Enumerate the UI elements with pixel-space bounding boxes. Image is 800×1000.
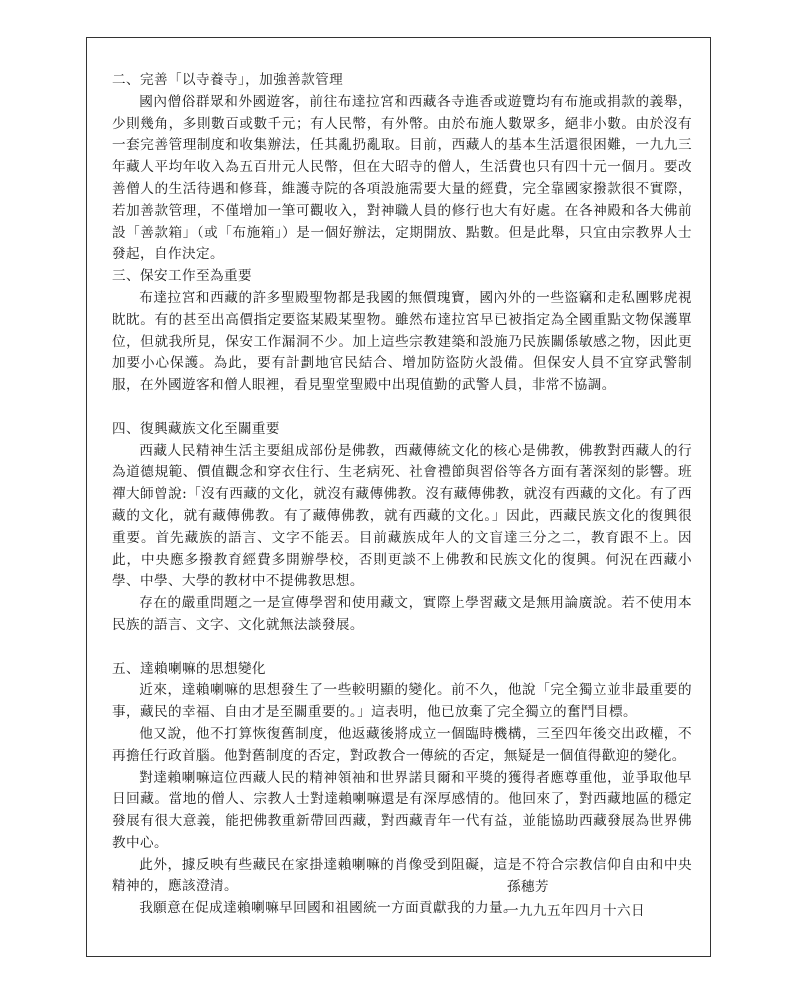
paragraph: 國內僧俗群眾和外國遊客，前往布達拉宮和西藏各寺進香或遊覽均有布施或捐款的義舉，少則幾角，多則數百或數千元；有人民幣，有外幣。由於布施人數眾多，絕非小數。由於沒有一套完善管理制度和收集辦法，任其亂扔亂取。目前，西藏人的基本生活還很困難，一九九三年藏人平均年收入為五百卅元人民幣，但在大昭寺的僧人，生活費也只有四十元一個月。要改善僧人的生活待遇和修葺，維護寺院的各項設施需要大量的經費，完全靠國家撥款很不實際，若加善款管理，不僅增加一筆可觀收入，對神職人員的修行也大有好處。在各神殿和各大佛前設「善款箱」（或「布施箱」）是一個好辦法，定期開放、點數。但是此舉，只宜由宗教界人士發起，自作決定。 [112, 93, 692, 263]
section-heading: 四、復興藏族文化至關重要 [112, 420, 280, 437]
signature-name: 孫穗芳 [507, 879, 549, 895]
signature-date: 一九九五年四月十六日 [505, 903, 645, 919]
paragraph: 他又說，他不打算恢復舊制度，他返藏後將成立一個臨時機構，三至四年後交出政權，不再擔任行政首腦。他對舊制度的否定，對政教合一傳統的否定，無疑是一個值得歡迎的變化。 [112, 725, 692, 764]
paragraph: 近來，達賴喇嘛的思想發生了一些較明顯的變化。前不久，他說「完全獨立並非最重要的事，藏民的幸福、自由才是至關重要的。」這表明，他已放棄了完全獨立的奮鬥目標。 [112, 682, 692, 721]
paragraph: 布達拉宮和西藏的許多聖殿聖物都是我國的無價瑰寶，國內外的一些盜竊和走私團夥虎視眈眈。有的甚至出高價指定要盜某殿某聖物。雖然布達拉宮早已被指定為全國重點文物保護單位，但就我所見，保安工作漏洞不少。加上這些宗教建築和設施乃民族關係敏感之物，因此更加要小心保護。為此，要有計劃地官民結合、增加防盜防火設備。但保安人員不宜穿武警制服，在外國遊客和僧人眼裡，看見聖堂聖殿中出現值勤的武警人員，非常不協調。 [112, 289, 692, 394]
letter-body [112, 70, 692, 920]
paragraph: 我願意在促成達賴喇嘛早回國和祖國統一方面貢獻我的力量。 [139, 900, 518, 917]
section-spacer [112, 637, 692, 659]
paragraph: 此外，據反映有些藏民在家掛達賴喇嘛的肖像受到阻礙，這是不符合宗教信仰自由和中央精神的，應該澄清。 [112, 856, 692, 895]
section-heading: 二、完善「以寺養寺」，加強善款管理 [112, 72, 344, 88]
section-heading: 三、保安工作至為重要 [112, 268, 252, 285]
section-heading: 五、達賴喇嘛的思想變化 [112, 660, 266, 677]
signature-block [505, 876, 645, 922]
section-culture [112, 419, 692, 637]
paragraph: 存在的嚴重問題之一是宣傳學習和使用藏文，實際上學習藏文是無用論廣說。若不使用本民族的語言、文字、文化就無法談發展。 [112, 595, 692, 633]
section-security [112, 266, 692, 397]
paragraph: 對達賴喇嘛這位西藏人民的精神領袖和世界諾貝爾和平獎的獲得者應尊重他，並爭取他早日回藏。當地的僧人、宗教人士對達賴喇嘛還是有深厚感情的。他回來了，對西藏地區的穩定發展有很大意義，能把佛教重新帶回西藏，對西藏青年一代有益，並能協助西藏發展為世界佛教中心。 [112, 769, 692, 851]
section-temple-funds [112, 70, 692, 266]
paragraph: 西藏人民精神生活主要組成部份是佛教，西藏傳統文化的核心是佛教，佛教對西藏人的行為道德規範、價值觀念和穿衣住行、生老病死、社會禮節與習俗等各方面有著深刻的影響。班禪大師曾說:「沒有西藏的文化，就沒有藏傳佛教。沒有藏傳佛教，就沒有西藏的文化。有了西藏的文化，就有藏傳佛教。有了藏傳佛教，就有西藏的文化。」因此，西藏民族文化的復興很重要。首先藏族的語言、文字不能丟。目前藏族成年人的文盲達三分之二，教育跟不上。因此，中央應多撥教育經費多開辦學校，否則更談不上佛教和民族文化的復興。何況在西藏小學、中學、大學的教材中不提佛教思想。 [112, 442, 692, 590]
section-spacer [112, 397, 692, 419]
